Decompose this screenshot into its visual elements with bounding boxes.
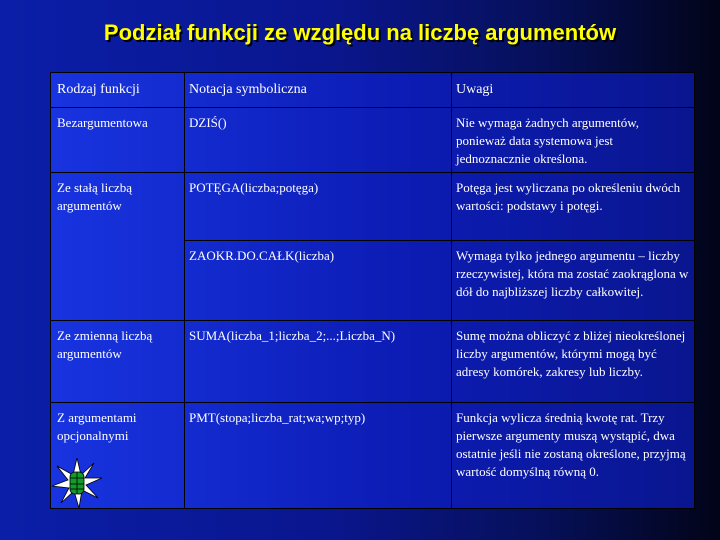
function-type-cell: Z argumentami opcjonalnymi	[51, 403, 185, 509]
table-row	[51, 403, 695, 509]
notation-cell: SUMA(liczba_1;liczba_2;...;Liczba_N)	[185, 321, 452, 403]
notes-cell: Nie wymaga żadnych argumentów, ponieważ data systemowa jest jednoznacznie określona.	[452, 108, 695, 173]
functions-table	[50, 72, 695, 509]
starburst-logo-icon	[52, 458, 102, 508]
notes-cell: Sumę można obliczyć z bliżej nieokreślonej liczby argumentów, którymi mogą być adresy komórek, zakresy lub liczby.	[452, 321, 695, 403]
header-cell: Uwagi	[452, 73, 695, 108]
table-row	[51, 173, 695, 241]
notes-cell: Wymaga tylko jednego argumentu – liczby rzeczywistej, która ma zostać zaokrąglona w dół do najbliższej liczby całkowitej.	[452, 241, 695, 321]
table-row	[51, 321, 695, 403]
function-type-cell: Ze stałą liczbą argumentów	[51, 173, 185, 321]
header-cell: Rodzaj funkcji	[51, 73, 185, 108]
notes-cell: Funkcja wylicza średnią kwotę rat. Trzy pierwsze argumenty muszą wystąpić, dwa ostatnie jeśli nie zostaną określone, przyjmą wartość domyślną równą 0.	[452, 403, 695, 509]
notation-cell: ZAOKR.DO.CAŁK(liczba)	[185, 241, 452, 321]
header-cell: Notacja symboliczna	[185, 73, 452, 108]
function-type-cell: Ze zmienną liczbą argumentów	[51, 321, 185, 403]
table-row	[51, 108, 695, 173]
slide-title: Podział funkcji ze względu na liczbę argumentów	[103, 20, 617, 45]
notation-cell: PMT(stopa;liczba_rat;wa;wp;typ)	[185, 403, 452, 509]
table-header-row	[51, 73, 695, 108]
notation-cell: POTĘGA(liczba;potęga)	[185, 173, 452, 241]
function-type-cell: Bezargumentowa	[51, 108, 185, 173]
notes-cell: Potęga jest wyliczana po określeniu dwóch wartości: podstawy i potęgi.	[452, 173, 695, 241]
notation-cell: DZIŚ()	[185, 108, 452, 173]
